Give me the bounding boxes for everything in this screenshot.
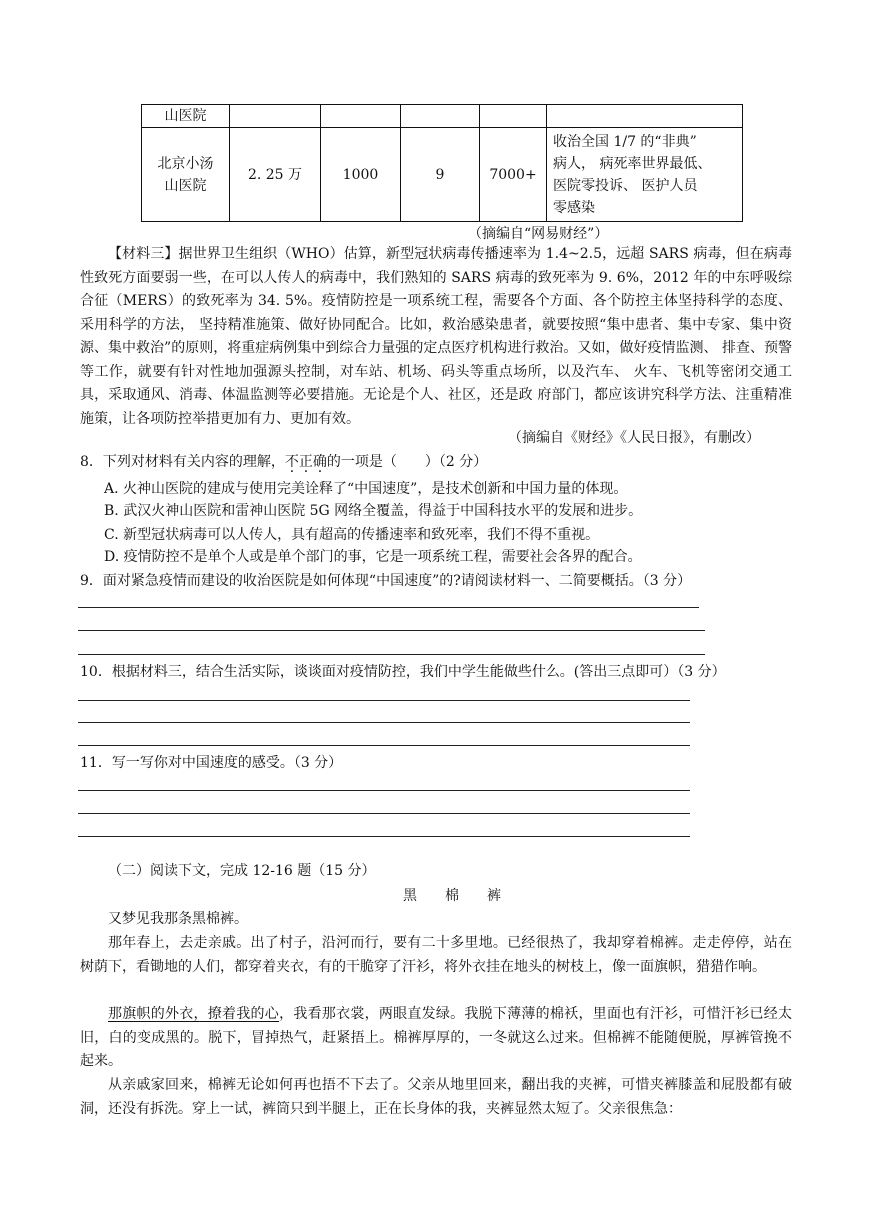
table-cell: 山医院 xyxy=(142,105,230,128)
table-row xyxy=(142,105,743,128)
table-cell xyxy=(142,128,230,222)
note-line: 医院零投诉、 医护人员 xyxy=(553,177,698,194)
table-cell xyxy=(480,105,547,128)
material-three: 【材料三】据世界卫生组织（WHO）估算，新型冠状病毒传播速率为 1.4~2.5，远超 SARS 病毒，但在病毒性致死方面要弱一些，在可以人传人的病毒中，我们熟知的 SARS 病毒的致死率为 9. 6%，2012 年的中东呼吸综合征（MERS）的致死率为 34. 5%。疫情防控是一项系统工程，需要各个方面、各个防控主体坚持科学的态度、采用科学的方法， 坚持精准施策、做好协同配合。比如，救治感染患者，就要按照“集中患者、集中专家、集中资源、集中救治”的原则，将重症病例集中到综合力量强的定点医疗机构进行救治。又如，做好疫情监测、 排查、预警等工作，就要有针对性地加强源头控制，对车站、机场、码头等重点场所，以及汽车、 火车、飞机等密闭交通工具，采取通风、消毒、体温监测等必要措施。无论是个人、社区，还是政 府部门，都应该讲究科学方法、注重精准施策，让各项防控举措更加有力、更加有效。 xyxy=(80,246,792,427)
table-cell: 9 xyxy=(401,128,480,222)
option-c: C. 新型冠状病毒可以人传人，具有超高的传播速率和致死率，我们不得不重视。 xyxy=(104,527,600,543)
option-d: D. 疫情防控不是单个人或是单个部门的事，它是一项系统工程，需要社会各界的配合。 xyxy=(104,549,642,565)
answer-line[interactable] xyxy=(78,630,705,631)
table-cell xyxy=(401,105,480,128)
emphasis-char: 正 xyxy=(298,454,313,470)
underlined-sentence: 那旗帜的外衣，撩着我的心 xyxy=(108,1006,280,1022)
story-paragraph: 又梦见我那条黑棉裤。 xyxy=(108,911,248,927)
table-cell xyxy=(547,128,743,222)
story-paragraph xyxy=(80,1003,792,1074)
question-text: 8．下列对材料有关内容的理解， xyxy=(80,454,285,470)
answer-line[interactable] xyxy=(78,700,690,701)
answer-line[interactable] xyxy=(78,836,690,837)
paragraph-text: ，我看那衣裳，两眼直发绿。我脱下薄薄的棉袄，里面也有汗衫，可惜汗衫已经太旧，白的变成黑的。脱下，冒掉热气，赶紧捂上。棉裤厚厚的，一冬就这么过来。但棉裤不能随便脱，厚裤管挽不起来。 xyxy=(80,1006,793,1069)
table-cell xyxy=(321,105,401,128)
hospital-name-line: 北京小汤 xyxy=(157,155,214,172)
source-note: （摘编自“网易财经”） xyxy=(468,226,609,242)
table-cell xyxy=(547,105,743,128)
table-cell: 1000 xyxy=(321,128,401,222)
hospital-table xyxy=(141,104,743,222)
story-paragraph: 从亲戚家回来，棉裤无论如何再也捂不下去了。父亲从地里回来，翻出我的夹裤，可惜夹裤膝盖和屁股都有破洞，还没有拆洗。穿上一试，裤筒只到半腿上，正在长身体的我，夹裤显然太短了。父亲很焦急： xyxy=(80,1077,792,1117)
question-8 xyxy=(80,451,487,471)
option-b: B. 武汉火神山医院和雷神山医院 5G 网络全覆盖，得益于中国科技水平的发展和进步。 xyxy=(104,503,643,519)
option-a: A. 火神山医院的建成与使用完美诠释了“中国速度”，是技术创新和中国力量的体现。 xyxy=(104,481,628,497)
question-11: 11．写一写你对中国速度的感受。（3 分） xyxy=(80,755,343,771)
source-note: （摘编自《财经》《人民日报》，有删改） xyxy=(508,430,760,446)
answer-line[interactable] xyxy=(78,745,690,746)
question-text: 的一项是（ ）（2 分） xyxy=(326,454,488,470)
answer-line[interactable] xyxy=(78,790,690,791)
answer-line[interactable] xyxy=(78,654,705,655)
question-9: 9．面对紧急疫情而建设的收治医院是如何体现“中国速度”的?请阅读材料一、二简要概括。（3 分） xyxy=(80,573,692,589)
table-cell: 2. 25 万 xyxy=(230,128,321,222)
question-10: 10．根据材料三，结合生活实际，谈谈面对疫情防控，我们中学生能做些什么。(答出三点即可）（3 分） xyxy=(80,664,726,680)
table-cell: 7000+ xyxy=(480,128,547,222)
note-line: 病人， 病死率世界最低、 xyxy=(553,155,712,172)
answer-line[interactable] xyxy=(78,607,699,608)
emphasis-char: 不 xyxy=(284,454,299,470)
table-row xyxy=(142,128,743,222)
answer-line[interactable] xyxy=(78,813,690,814)
note-line: 零感染 xyxy=(553,199,595,216)
answer-line[interactable] xyxy=(78,722,690,723)
story-paragraph: 那年春上，去走亲戚。出了村子，沿河而行，要有二十多里地。已经很热了，我却穿着棉裤。走走停停，站在树荫下，看锄地的人们，都穿着夹衣，有的干脆穿了汗衫，将外衣挂在地头的树枝上，像一面旗帜，猎猎作响。 xyxy=(80,935,792,975)
emphasis-char: 确 xyxy=(312,454,327,470)
story-title: 黑 棉 裤 xyxy=(403,888,501,904)
section-heading: （二）阅读下文，完成 12-16 题（15 分） xyxy=(108,863,376,879)
table-cell xyxy=(230,105,321,128)
note-line: 收治全国 1/7 的“非典” xyxy=(553,133,697,150)
hospital-name-line: 山医院 xyxy=(164,177,207,194)
